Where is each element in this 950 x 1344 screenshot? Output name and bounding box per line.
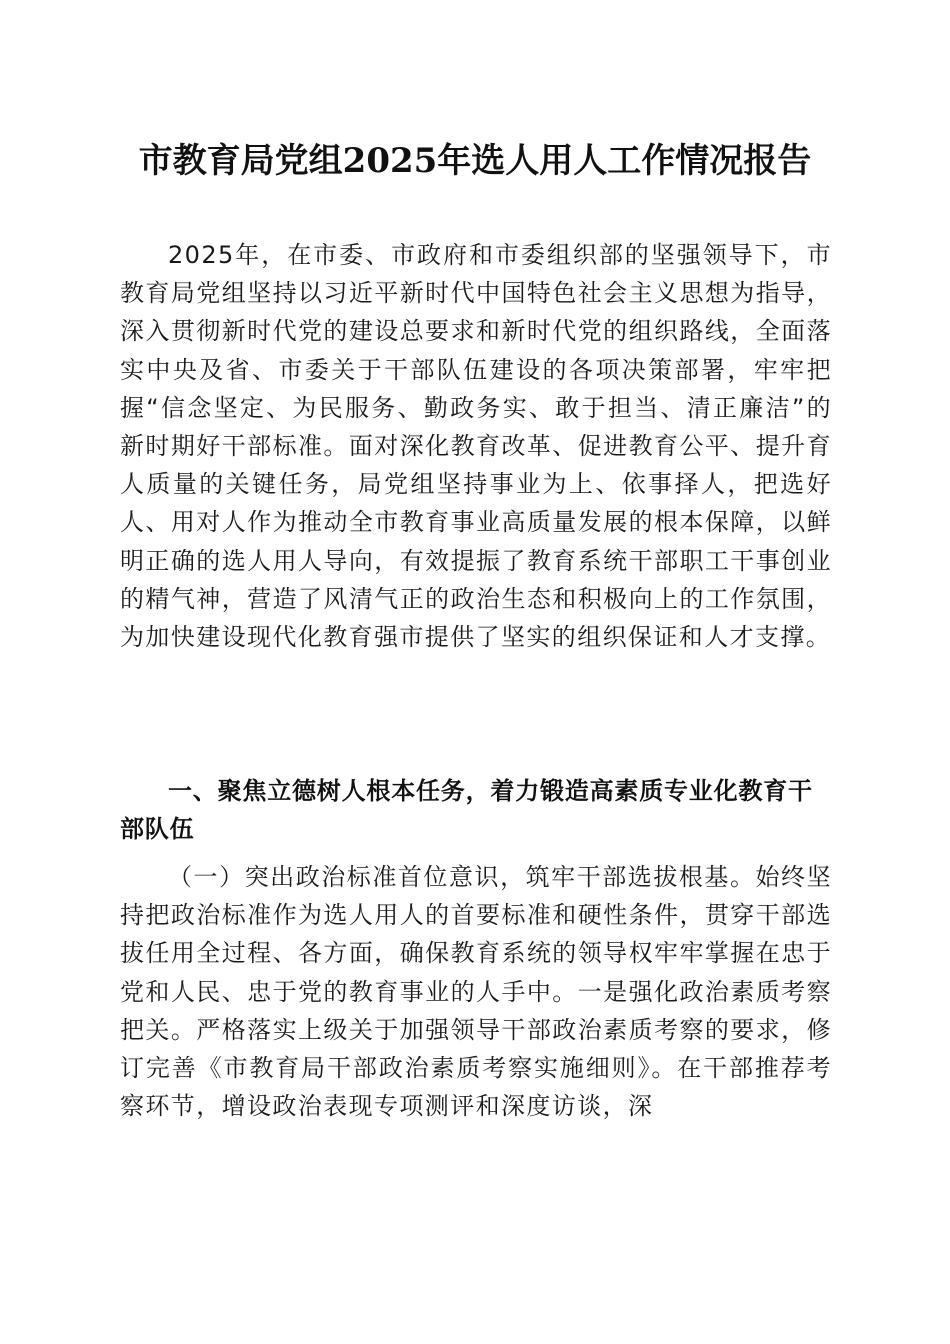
- document-title: 市教育局党组2025年选人用人工作情况报告: [138, 141, 812, 181]
- section-heading: 一、聚焦立德树人根本任务，着力锻造高素质专业化教育干部队伍: [120, 777, 813, 844]
- intro-paragraph: 2025年，在市委、市政府和市委组织部的坚强领导下，市教育局党组坚持以习近平新时代中国特色社会主义思想为指导，深入贯彻新时代党的建设总要求和新时代党的组织路线，全面落实中央及省、市委关于干部队伍建设的各项决策部署，牢牢把握“信念坚定、为民服务、勤政务实、敢于担当、清正廉洁”的新时期好干部标准。面对深化教育改革、促进教育公平、提升育人质量的关键任务，局党组坚持事业为上、依事择人，把选好人、用对人作为推动全市教育事业高质量发展的根本保障，以鲜明正确的选人用人导向，有效提振了教育系统干部职工干事创业的精气神，营造了风清气正的政治生态和积极向上的工作氛围，为加快建设现代化教育强市提供了坚实的组织保证和人才支撑。: [120, 241, 832, 652]
- subsection-paragraph: （一）突出政治标准首位意识，筑牢干部选拔根基。始终坚持把政治标准作为选人用人的首要标准和硬性条件，贯穿干部选拔任用全过程、各方面，确保教育系统的领导权牢牢掌握在忠于党和人民、忠于党的教育事业的人手中。一是强化政治素质考察把关。严格落实上级关于加强领导干部政治素质考察的要求，修订完善《市教育局干部政治素质考察实施细则》。在干部推荐考察环节，增设政治表现专项测评和深度访谈，深: [120, 863, 832, 1121]
